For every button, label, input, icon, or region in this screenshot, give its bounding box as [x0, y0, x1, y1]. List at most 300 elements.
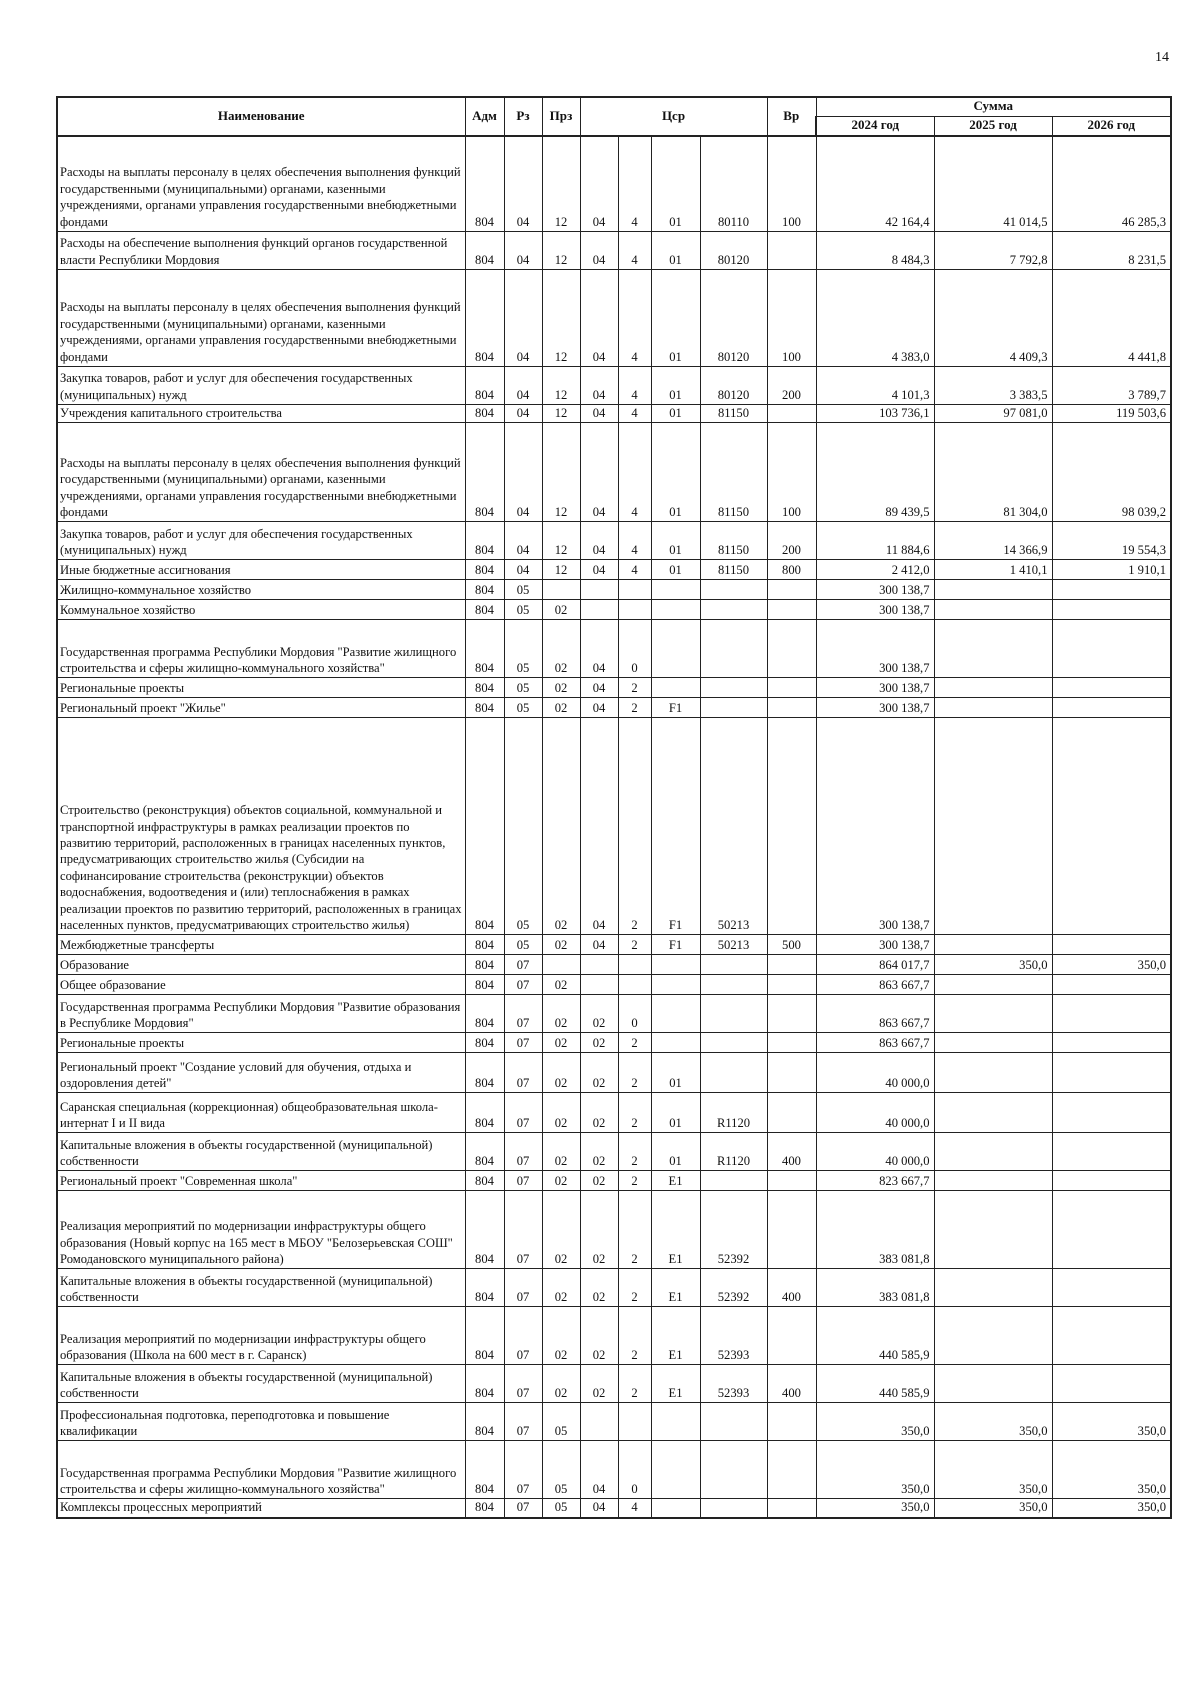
- row-csr-program: 04: [580, 620, 618, 678]
- row-csr-direction: [700, 1403, 767, 1441]
- row-csr-type: 0: [618, 620, 651, 678]
- row-csr-subtype: E1: [651, 1365, 700, 1403]
- row-vr: [767, 600, 816, 620]
- row-name: Реализация мероприятий по модернизации инфраструктуры общего образования (Школа на 600 мест в г. Саранск): [57, 1307, 465, 1365]
- row-rz: 04: [504, 366, 542, 404]
- row-amount-2024: 11 884,6: [816, 522, 934, 560]
- row-name: Учреждения капитального строительства: [57, 404, 465, 422]
- row-adm: 804: [465, 1403, 504, 1441]
- row-vr: 200: [767, 522, 816, 560]
- row-rz: 04: [504, 522, 542, 560]
- row-rz: 05: [504, 580, 542, 600]
- row-adm: 804: [465, 1053, 504, 1093]
- row-vr: 500: [767, 935, 816, 955]
- row-prz: 02: [542, 1033, 580, 1053]
- table-row: [57, 955, 1171, 975]
- row-name: Капитальные вложения в объекты государственной (муниципальной) собственности: [57, 1133, 465, 1171]
- row-amount-2026: 98 039,2: [1052, 423, 1171, 522]
- row-name: Расходы на выплаты персоналу в целях обеспечения выполнения функций государственными (муниципальными) органами, казенными учреждениями, органами управления государственными внебюджетными фондами: [57, 269, 465, 366]
- row-vr: 400: [767, 1269, 816, 1307]
- row-csr-subtype: F1: [651, 698, 700, 718]
- row-amount-2024: 300 138,7: [816, 678, 934, 698]
- row-name: Государственная программа Республики Мордовия "Развитие жилищного строительства и сферы жилищно-коммунального хозяйства": [57, 1441, 465, 1499]
- row-name: Комплексы процессных мероприятий: [57, 1499, 465, 1518]
- row-amount-2024: 40 000,0: [816, 1093, 934, 1133]
- row-csr-program: 04: [580, 522, 618, 560]
- table-row: [57, 1191, 1171, 1269]
- row-csr-subtype: 01: [651, 366, 700, 404]
- row-csr-direction: 50213: [700, 935, 767, 955]
- row-vr: [767, 1307, 816, 1365]
- row-csr-subtype: 01: [651, 404, 700, 422]
- header-year-2026: 2026 год: [1052, 116, 1171, 136]
- row-adm: 804: [465, 1033, 504, 1053]
- row-prz: 02: [542, 1053, 580, 1093]
- row-prz: 05: [542, 1403, 580, 1441]
- row-csr-program: 02: [580, 1033, 618, 1053]
- row-csr-subtype: [651, 955, 700, 975]
- table-row: [57, 1093, 1171, 1133]
- row-rz: 07: [504, 1133, 542, 1171]
- header-rz: Рз: [504, 97, 542, 136]
- row-amount-2024: 103 736,1: [816, 404, 934, 422]
- row-prz: [542, 955, 580, 975]
- row-csr-program: 04: [580, 269, 618, 366]
- row-name: Межбюджетные трансферты: [57, 935, 465, 955]
- row-adm: 804: [465, 580, 504, 600]
- row-amount-2025: 14 366,9: [934, 522, 1052, 560]
- row-csr-type: 2: [618, 1191, 651, 1269]
- row-csr-type: 0: [618, 1441, 651, 1499]
- row-amount-2026: 4 441,8: [1052, 269, 1171, 366]
- row-amount-2025: [934, 1093, 1052, 1133]
- row-csr-program: 04: [580, 560, 618, 580]
- row-csr-type: [618, 975, 651, 995]
- row-csr-direction: [700, 620, 767, 678]
- row-adm: 804: [465, 560, 504, 580]
- row-adm: 804: [465, 600, 504, 620]
- row-amount-2026: [1052, 718, 1171, 935]
- row-vr: 100: [767, 269, 816, 366]
- row-csr-direction: 81150: [700, 404, 767, 422]
- row-csr-program: 02: [580, 1093, 618, 1133]
- row-amount-2025: [934, 678, 1052, 698]
- row-amount-2024: 300 138,7: [816, 620, 934, 678]
- table-row: [57, 136, 1171, 231]
- row-adm: 804: [465, 698, 504, 718]
- row-csr-type: 2: [618, 1053, 651, 1093]
- row-amount-2025: [934, 1191, 1052, 1269]
- row-csr-program: 02: [580, 1365, 618, 1403]
- row-csr-subtype: 01: [651, 522, 700, 560]
- row-csr-direction: R1120: [700, 1133, 767, 1171]
- row-csr-type: 4: [618, 136, 651, 231]
- row-csr-direction: [700, 1053, 767, 1093]
- table-row: [57, 600, 1171, 620]
- row-csr-direction: 80120: [700, 269, 767, 366]
- row-csr-subtype: [651, 600, 700, 620]
- row-csr-subtype: 01: [651, 1133, 700, 1171]
- row-csr-type: 2: [618, 1171, 651, 1191]
- row-rz: 05: [504, 935, 542, 955]
- table-row: [57, 995, 1171, 1033]
- row-prz: 12: [542, 269, 580, 366]
- row-csr-direction: 81150: [700, 423, 767, 522]
- row-csr-program: [580, 600, 618, 620]
- row-rz: 07: [504, 1053, 542, 1093]
- row-adm: 804: [465, 1093, 504, 1133]
- table-row: [57, 975, 1171, 995]
- row-adm: 804: [465, 1171, 504, 1191]
- row-adm: 804: [465, 136, 504, 231]
- row-csr-subtype: [651, 620, 700, 678]
- row-rz: 05: [504, 718, 542, 935]
- header-year-2024: 2024 год: [816, 116, 934, 136]
- row-prz: 05: [542, 1499, 580, 1518]
- row-csr-direction: 52392: [700, 1191, 767, 1269]
- row-csr-direction: [700, 1033, 767, 1053]
- row-amount-2024: 89 439,5: [816, 423, 934, 522]
- row-rz: 07: [504, 995, 542, 1033]
- table-body: [57, 136, 1171, 1517]
- row-prz: 02: [542, 1269, 580, 1307]
- row-csr-program: 02: [580, 1269, 618, 1307]
- row-rz: 07: [504, 1403, 542, 1441]
- row-prz: 12: [542, 560, 580, 580]
- row-prz: 12: [542, 522, 580, 560]
- row-csr-subtype: [651, 1441, 700, 1499]
- row-amount-2026: [1052, 935, 1171, 955]
- row-csr-direction: [700, 1499, 767, 1518]
- budget-table: [56, 96, 1172, 1519]
- row-amount-2025: 1 410,1: [934, 560, 1052, 580]
- row-amount-2026: [1052, 1307, 1171, 1365]
- row-csr-type: 4: [618, 269, 651, 366]
- row-prz: [542, 580, 580, 600]
- row-vr: 100: [767, 136, 816, 231]
- table-row: [57, 935, 1171, 955]
- row-adm: 804: [465, 1269, 504, 1307]
- table-row: [57, 1499, 1171, 1518]
- row-rz: 04: [504, 560, 542, 580]
- row-rz: 07: [504, 1307, 542, 1365]
- row-amount-2025: [934, 1307, 1052, 1365]
- row-name: Закупка товаров, работ и услуг для обеспечения государственных (муниципальных) нужд: [57, 522, 465, 560]
- row-vr: [767, 1171, 816, 1191]
- row-rz: 04: [504, 269, 542, 366]
- row-name: Строительство (реконструкция) объектов социальной, коммунальной и транспортной инфраструктуры в рамках реализации проектов по развитию территорий, расположенных в границах населенных пунктов, предусматривающих строительство жилья (Субсидии на софинансирование строительства (реконструкции) объектов водоснабжения, водоотведения и (или) теплоснабжения в рамках реализации проектов по развитию территорий, расположенных в границах населенных пунктов, предусматривающих строительство жилья): [57, 718, 465, 935]
- header-name: Наименование: [57, 97, 465, 136]
- header-year-2025: 2025 год: [934, 116, 1052, 136]
- row-rz: 07: [504, 1171, 542, 1191]
- row-csr-subtype: F1: [651, 718, 700, 935]
- row-amount-2025: [934, 1133, 1052, 1171]
- table-row: [57, 698, 1171, 718]
- row-csr-subtype: [651, 975, 700, 995]
- row-adm: 804: [465, 1133, 504, 1171]
- row-csr-program: 04: [580, 231, 618, 269]
- row-adm: 804: [465, 620, 504, 678]
- row-prz: 12: [542, 231, 580, 269]
- row-rz: 05: [504, 600, 542, 620]
- row-name: Региональные проекты: [57, 1033, 465, 1053]
- row-rz: 07: [504, 1033, 542, 1053]
- row-name: Региональные проекты: [57, 678, 465, 698]
- row-amount-2025: 350,0: [934, 1499, 1052, 1518]
- row-vr: [767, 620, 816, 678]
- row-amount-2024: 300 138,7: [816, 698, 934, 718]
- row-amount-2025: [934, 620, 1052, 678]
- row-prz: 12: [542, 404, 580, 422]
- row-amount-2024: 4 383,0: [816, 269, 934, 366]
- row-csr-direction: 81150: [700, 560, 767, 580]
- row-amount-2024: 863 667,7: [816, 1033, 934, 1053]
- row-name: Расходы на выплаты персоналу в целях обеспечения выполнения функций государственными (муниципальными) органами, казенными учреждениями, органами управления государственными внебюджетными фондами: [57, 423, 465, 522]
- row-adm: 804: [465, 935, 504, 955]
- row-prz: 05: [542, 1441, 580, 1499]
- row-vr: [767, 1191, 816, 1269]
- row-csr-program: 04: [580, 404, 618, 422]
- row-csr-type: 2: [618, 1269, 651, 1307]
- row-csr-type: 2: [618, 1307, 651, 1365]
- row-csr-type: 4: [618, 366, 651, 404]
- row-adm: 804: [465, 995, 504, 1033]
- row-csr-direction: 80120: [700, 366, 767, 404]
- row-prz: 02: [542, 995, 580, 1033]
- row-adm: 804: [465, 1307, 504, 1365]
- table-row: [57, 1171, 1171, 1191]
- row-adm: 804: [465, 522, 504, 560]
- row-csr-direction: 81150: [700, 522, 767, 560]
- row-csr-type: 2: [618, 698, 651, 718]
- row-rz: 07: [504, 1269, 542, 1307]
- row-csr-subtype: [651, 1403, 700, 1441]
- row-adm: 804: [465, 955, 504, 975]
- row-amount-2026: [1052, 698, 1171, 718]
- row-amount-2025: 41 014,5: [934, 136, 1052, 231]
- row-adm: 804: [465, 678, 504, 698]
- row-amount-2024: 300 138,7: [816, 935, 934, 955]
- row-amount-2026: [1052, 1093, 1171, 1133]
- row-csr-subtype: E1: [651, 1171, 700, 1191]
- row-csr-program: 04: [580, 1499, 618, 1518]
- row-csr-program: 02: [580, 1133, 618, 1171]
- row-rz: 07: [504, 1093, 542, 1133]
- row-csr-type: [618, 1403, 651, 1441]
- row-amount-2026: [1052, 600, 1171, 620]
- row-amount-2026: [1052, 975, 1171, 995]
- row-rz: 07: [504, 1499, 542, 1518]
- page-number: 14: [1155, 50, 1169, 65]
- row-amount-2024: 4 101,3: [816, 366, 934, 404]
- row-amount-2026: [1052, 995, 1171, 1033]
- row-csr-type: [618, 600, 651, 620]
- row-amount-2024: 440 585,9: [816, 1365, 934, 1403]
- row-amount-2026: [1052, 1269, 1171, 1307]
- row-amount-2026: 350,0: [1052, 1499, 1171, 1518]
- header-vr: Вр: [767, 97, 816, 136]
- table-row: [57, 580, 1171, 600]
- row-vr: [767, 1441, 816, 1499]
- row-csr-direction: [700, 1441, 767, 1499]
- row-csr-direction: 80120: [700, 231, 767, 269]
- row-amount-2025: [934, 600, 1052, 620]
- row-prz: 02: [542, 698, 580, 718]
- row-amount-2024: 2 412,0: [816, 560, 934, 580]
- header-csr: Цср: [580, 97, 767, 136]
- row-csr-subtype: [651, 995, 700, 1033]
- row-amount-2024: 350,0: [816, 1403, 934, 1441]
- row-csr-direction: 52393: [700, 1365, 767, 1403]
- row-csr-type: 2: [618, 1365, 651, 1403]
- row-amount-2026: 119 503,6: [1052, 404, 1171, 422]
- row-csr-program: 04: [580, 423, 618, 522]
- row-vr: [767, 1033, 816, 1053]
- row-rz: 05: [504, 620, 542, 678]
- row-amount-2026: 1 910,1: [1052, 560, 1171, 580]
- table-row: [57, 1033, 1171, 1053]
- row-csr-program: 02: [580, 1307, 618, 1365]
- row-csr-type: 2: [618, 1093, 651, 1133]
- row-amount-2025: 350,0: [934, 1441, 1052, 1499]
- header-adm: Адм: [465, 97, 504, 136]
- row-amount-2024: 383 081,8: [816, 1269, 934, 1307]
- row-prz: 02: [542, 620, 580, 678]
- row-csr-program: 04: [580, 935, 618, 955]
- row-adm: 804: [465, 366, 504, 404]
- row-csr-subtype: F1: [651, 935, 700, 955]
- row-rz: 07: [504, 1365, 542, 1403]
- row-csr-subtype: [651, 1033, 700, 1053]
- row-name: Расходы на обеспечение выполнения функций органов государственной власти Республики Мордовия: [57, 231, 465, 269]
- row-name: Образование: [57, 955, 465, 975]
- row-rz: 04: [504, 136, 542, 231]
- row-adm: 804: [465, 1365, 504, 1403]
- row-adm: 804: [465, 1191, 504, 1269]
- row-csr-direction: [700, 698, 767, 718]
- row-amount-2025: [934, 1171, 1052, 1191]
- row-csr-subtype: 01: [651, 560, 700, 580]
- row-csr-direction: 50213: [700, 718, 767, 935]
- row-csr-type: 4: [618, 560, 651, 580]
- row-vr: 800: [767, 560, 816, 580]
- row-csr-subtype: E1: [651, 1307, 700, 1365]
- table-row: [57, 1441, 1171, 1499]
- row-prz: 12: [542, 136, 580, 231]
- row-vr: 200: [767, 366, 816, 404]
- row-csr-program: 02: [580, 1053, 618, 1093]
- row-csr-direction: [700, 580, 767, 600]
- row-adm: 804: [465, 718, 504, 935]
- row-csr-program: 04: [580, 678, 618, 698]
- row-csr-program: 02: [580, 1171, 618, 1191]
- row-prz: 12: [542, 423, 580, 522]
- row-csr-program: 04: [580, 366, 618, 404]
- row-amount-2025: 350,0: [934, 955, 1052, 975]
- row-csr-type: 4: [618, 1499, 651, 1518]
- row-csr-subtype: [651, 580, 700, 600]
- row-csr-subtype: 01: [651, 1053, 700, 1093]
- row-name: Региональный проект "Жилье": [57, 698, 465, 718]
- table-row: [57, 1403, 1171, 1441]
- row-csr-direction: 52392: [700, 1269, 767, 1307]
- row-csr-program: [580, 975, 618, 995]
- row-vr: [767, 955, 816, 975]
- table-row: [57, 620, 1171, 678]
- row-csr-subtype: [651, 678, 700, 698]
- row-amount-2026: [1052, 1053, 1171, 1093]
- row-amount-2026: 350,0: [1052, 955, 1171, 975]
- row-csr-program: 04: [580, 698, 618, 718]
- row-amount-2025: 350,0: [934, 1403, 1052, 1441]
- row-rz: 07: [504, 1441, 542, 1499]
- row-name: Расходы на выплаты персоналу в целях обеспечения выполнения функций государственными (муниципальными) органами, казенными учреждениями, органами управления государственными внебюджетными фондами: [57, 136, 465, 231]
- row-csr-subtype: E1: [651, 1269, 700, 1307]
- row-vr: 400: [767, 1133, 816, 1171]
- row-name: Жилищно-коммунальное хозяйство: [57, 580, 465, 600]
- row-name: Саранская специальная (коррекционная) общеобразовательная школа-интернат I и II вида: [57, 1093, 465, 1133]
- row-csr-type: 4: [618, 231, 651, 269]
- row-csr-type: 4: [618, 522, 651, 560]
- row-amount-2024: 823 667,7: [816, 1171, 934, 1191]
- row-csr-direction: 52393: [700, 1307, 767, 1365]
- row-rz: 07: [504, 955, 542, 975]
- row-csr-type: 4: [618, 404, 651, 422]
- row-prz: 12: [542, 366, 580, 404]
- row-csr-subtype: 01: [651, 1093, 700, 1133]
- row-csr-program: [580, 1403, 618, 1441]
- row-amount-2024: 350,0: [816, 1499, 934, 1518]
- row-vr: [767, 1053, 816, 1093]
- row-amount-2026: [1052, 1171, 1171, 1191]
- row-adm: 804: [465, 404, 504, 422]
- row-amount-2026: [1052, 678, 1171, 698]
- row-csr-type: [618, 955, 651, 975]
- row-vr: [767, 404, 816, 422]
- row-csr-subtype: E1: [651, 1191, 700, 1269]
- row-amount-2024: 42 164,4: [816, 136, 934, 231]
- row-name: Капитальные вложения в объекты государственной (муниципальной) собственности: [57, 1269, 465, 1307]
- row-name: Закупка товаров, работ и услуг для обеспечения государственных (муниципальных) нужд: [57, 366, 465, 404]
- row-csr-type: 2: [618, 678, 651, 698]
- row-amount-2024: 440 585,9: [816, 1307, 934, 1365]
- row-prz: 02: [542, 678, 580, 698]
- table-row: [57, 718, 1171, 935]
- row-name: Региональный проект "Современная школа": [57, 1171, 465, 1191]
- row-vr: [767, 975, 816, 995]
- row-amount-2025: [934, 698, 1052, 718]
- row-csr-subtype: 01: [651, 231, 700, 269]
- table-row: [57, 560, 1171, 580]
- row-vr: [767, 995, 816, 1033]
- row-rz: 04: [504, 231, 542, 269]
- row-name: Региональный проект "Создание условий для обучения, отдыха и оздоровления детей": [57, 1053, 465, 1093]
- row-csr-type: [618, 580, 651, 600]
- row-vr: [767, 1499, 816, 1518]
- row-prz: 02: [542, 1171, 580, 1191]
- row-rz: 07: [504, 975, 542, 995]
- row-prz: 02: [542, 1365, 580, 1403]
- row-csr-type: 2: [618, 718, 651, 935]
- row-amount-2024: 863 667,7: [816, 975, 934, 995]
- row-amount-2024: 300 138,7: [816, 580, 934, 600]
- row-amount-2026: [1052, 1133, 1171, 1171]
- row-name: Коммунальное хозяйство: [57, 600, 465, 620]
- row-amount-2025: [934, 718, 1052, 935]
- row-amount-2026: 46 285,3: [1052, 136, 1171, 231]
- row-amount-2024: 300 138,7: [816, 718, 934, 935]
- row-vr: [767, 231, 816, 269]
